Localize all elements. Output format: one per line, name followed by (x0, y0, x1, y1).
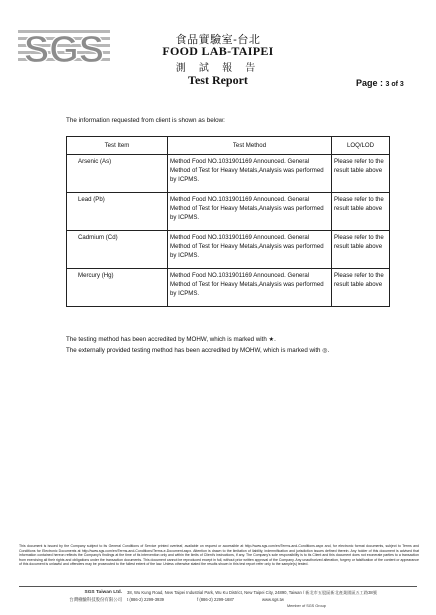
member-of-group: Member of SGS Group (287, 604, 326, 608)
external-accreditation-note-text: The externally provided testing method has been accredited by MOHW, which is marked with (66, 347, 321, 355)
report-title-chinese: 測 試 報 告 (175, 63, 261, 74)
page-number (356, 78, 404, 88)
test-method-cell: Method Food NO.1031901169 Announced. General Method of Test for Heavy Metals,Analysis was performed by ICPMS. (168, 269, 332, 307)
loq-lod-cell: Please refer to the result table above (332, 193, 390, 231)
header-test-item: Test Item (67, 137, 168, 155)
page-label: Page : (356, 78, 384, 88)
external-accreditation-note-end: . (327, 347, 330, 355)
accreditation-note (66, 336, 276, 343)
header-loq-lod: LOQ/LOD (332, 137, 390, 155)
test-method-cell: Method Food NO.1031901169 Announced. General Method of Test for Heavy Metals,Analysis was performed by ICPMS. (168, 193, 332, 231)
company-website: www.sgs.tw (262, 597, 284, 602)
double-circle-mark-icon: ◎ (322, 347, 328, 354)
legal-disclaimer: This document is issued by the Company subject to its General Conditions of Service printed overleaf, available on request or accessible at http://www.sgs.com/en/Terms-and-Conditions.aspx and, for electronic format documents, subject to Terms and Conditions for Electronic Documents at http://www.sgs.com/en/Terms-and-Conditions/Terms-e-Document.aspx. Attention is drawn to the limitation of liability, indemnification and jurisdiction issues defined therein. Any holder of this document is advised that information contained hereon reflects the Company's findings at the time of its intervention only and within the limits of Client's instructions, if any. The Company's sole responsibility is to its Client and this document does not exonerate parties to a transaction from exercising all their rights and obligations under the transaction documents. This document cannot be reproduced except in full, without prior written approval of the Company. Any unauthorized alteration, forgery or falsification of the content or appearance of this document is unlawful and offenders may be prosecuted to the fullest extent of the law. Unless otherwise stated the results shown in this test report refer only to the sample(s) tested. (19, 544, 419, 567)
test-method-table (66, 136, 390, 307)
loq-lod-cell: Please refer to the result table above (332, 155, 390, 193)
footer-divider (19, 586, 417, 587)
page-value: 3 of 3 (385, 81, 404, 88)
table-row (67, 231, 390, 269)
test-method-cell: Method Food NO.1031901169 Announced. General Method of Test for Heavy Metals,Analysis was performed by ICPMS. (168, 231, 332, 269)
table-header-row (67, 137, 390, 155)
accreditation-note-text: The testing method has been accredited by MOHW, which is marked with (66, 336, 267, 344)
lab-name-english: FOOD LAB-TAIPEI (162, 44, 274, 58)
accreditation-note-end: . (274, 336, 276, 344)
loq-lod-cell: Please refer to the result table above (332, 269, 390, 307)
table-row (67, 269, 390, 307)
report-title-english: Test Report (188, 73, 248, 87)
test-method-cell: Method Food NO.1031901169 Announced. General Method of Test for Heavy Metals,Analysis was performed by ICPMS. (168, 155, 332, 193)
header-test-method: Test Method (168, 137, 332, 155)
company-address: 38, Wu Kung Road, New Taipei Industrial Park, Wu Ku District, New Taipei City, 24890, Taiwan / 新北市五股區新北產業園區五工路38號 (127, 590, 377, 595)
star-mark-icon: ★ (268, 336, 275, 343)
table-row (67, 193, 390, 231)
test-item-cell: Mercury (Hg) (67, 269, 168, 307)
company-phone: t (886-2) 2299-3939 (127, 597, 165, 602)
intro-text: The information requested from client is shown as below: (66, 117, 225, 124)
table-row (67, 155, 390, 193)
svg-text:SGS: SGS (23, 29, 105, 71)
company-name-chinese: 台灣檢驗科技股份有限公司 (69, 597, 122, 602)
test-item-cell: Cadmium (Cd) (67, 231, 168, 269)
external-accreditation-note (66, 347, 329, 354)
test-item-cell: Arsenic (As) (67, 155, 168, 193)
lab-name-chinese: 食品實驗室-台北 (175, 33, 261, 46)
company-name-english: SGS Taiwan Ltd. (84, 590, 122, 595)
loq-lod-cell: Please refer to the result table above (332, 231, 390, 269)
test-item-cell: Lead (Pb) (67, 193, 168, 231)
company-fax: f (886-2) 2299-1687 (197, 597, 235, 602)
